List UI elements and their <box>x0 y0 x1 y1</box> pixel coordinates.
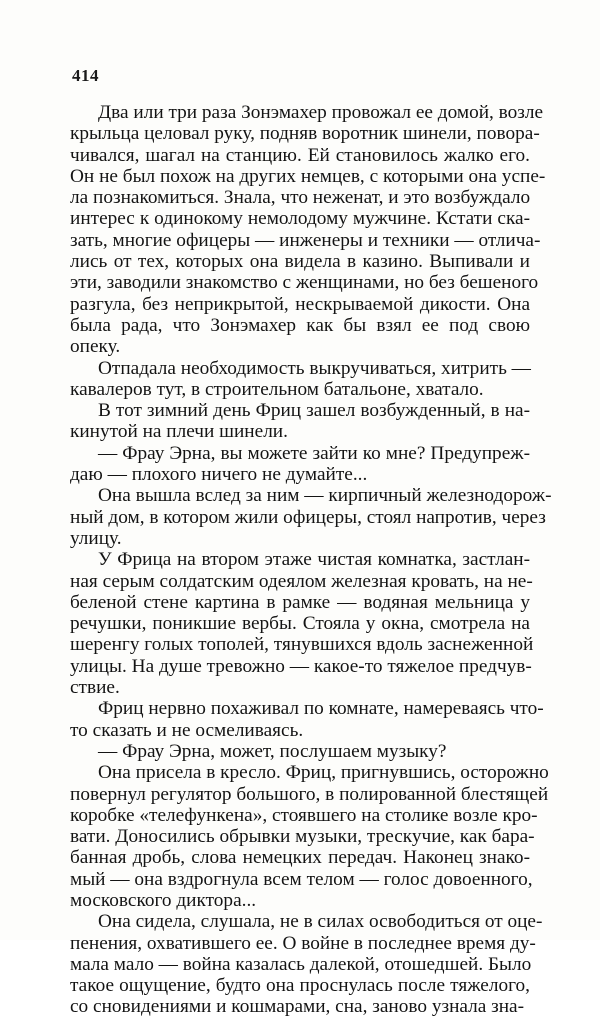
text-line: Она сидела, слушала, не в силах освободиться от оце- <box>98 911 543 933</box>
text-line: беленой стене картина в рамке — водяная мельница у <box>70 591 530 613</box>
text-line: вати. Доносились обрывки музыки, трескучие, как бара- <box>70 826 535 848</box>
text-line: кавалеров тут, в строительном батальоне, хватало. <box>70 378 484 400</box>
text-line: банная дробь, слова немецких передач. Наконец знако- <box>70 847 530 869</box>
text-line: даю — плохого ничего не думайте... <box>70 464 368 486</box>
text-line: повернул регулятор большого, в полированной блестящей <box>70 783 549 805</box>
text-line: У Фрица на втором этаже чистая комнатка, застлан- <box>98 549 530 571</box>
text-line: ный дом, в котором жили офицеры, стоял напротив, через <box>70 506 546 528</box>
text-line: Отпадала необходимость выкручиваться, хитрить — <box>98 357 531 379</box>
text-line: ствие. <box>70 677 120 699</box>
paragraph <box>70 549 534 699</box>
paragraph <box>70 762 549 911</box>
text-line: разгула, без неприкрытой, нескрываемой дикости. Она <box>70 293 530 315</box>
text-line: мала мало — война казалась далекой, отошедшей. Было <box>70 953 532 975</box>
text-line: зать, многие офицеры — инженеры и техники — отлича- <box>70 229 541 251</box>
text-line: пенения, охватившего ее. О войне в последнее время ду- <box>70 932 536 954</box>
text-line: — Фрау Эрна, может, послушаем музыку? <box>98 740 447 762</box>
text-line: московского диктора... <box>70 889 257 911</box>
paragraph <box>70 102 546 358</box>
paragraph <box>70 698 544 741</box>
text-line: коробке «телефункена», стоявшего на столике возле кро- <box>70 804 538 826</box>
text-line: мый — она вздрогнула всем телом — голос довоенного, <box>70 868 533 890</box>
paragraph <box>70 443 530 486</box>
text-line: Он не был похож на других немцев, с которыми она успе- <box>70 165 546 187</box>
text-line: со сновидениями и кошмарами, сна, заново узнала зна- <box>70 996 525 1018</box>
text-line: ная серым солдатским одеялом железная кровать, на не- <box>70 570 533 592</box>
text-line: речушки, поникшие вербы. Стояла у окна, смотрела на <box>70 613 530 635</box>
text-line: — Фрау Эрна, вы можете зайти ко мне? Предупреж- <box>98 442 530 464</box>
text-line: эти, заводили знакомство с женщинами, но без бешеного <box>70 272 539 294</box>
text-line: улицу. <box>70 527 122 549</box>
text-line: шеренгу голых тополей, тянувшихся вдоль заснеженной <box>70 634 534 656</box>
text-line: опеку. <box>70 336 121 358</box>
text-line: кинутой на плечи шинели. <box>70 421 288 443</box>
paragraph <box>70 911 543 1018</box>
paragraph <box>70 400 530 443</box>
text-line: Она вышла вслед за ним — кирпичный железнодорож- <box>98 485 552 507</box>
text-line: В тот зимний день Фриц зашел возбужденный, в на- <box>98 400 530 422</box>
text-line: чивался, шагал на станцию. Ей становилось жалко его. <box>70 144 530 166</box>
text-line: Фриц нервно похаживал по комнате, намереваясь что- <box>98 698 544 720</box>
text-line: Два или три раза Зонэмахер провожал ее домой, возле <box>98 102 544 123</box>
text-line: ла познакомиться. Знала, что неженат, и это возбуждало <box>70 187 531 209</box>
paragraph <box>70 485 552 549</box>
paragraph <box>70 741 530 762</box>
body-text <box>70 102 552 1018</box>
text-line: интерес к одинокому немолодому мужчине. Кстати ска- <box>70 208 530 230</box>
text-line: Она присела в кресло. Фриц, пригнувшись, осторожно <box>98 762 549 784</box>
text-line: то сказать и не осмеливаясь. <box>70 719 304 741</box>
text-line: была рада, что Зонэмахер как бы взял ее под свою <box>70 314 530 336</box>
text-line: лись от тех, которых она видела в казино. Выпивали и <box>70 251 530 273</box>
page-number: 414 <box>72 66 99 85</box>
paragraph <box>70 358 530 401</box>
text-line: крыльца целовал руку, подняв воротник шинели, повора- <box>70 123 540 145</box>
text-line: такое ощущение, будто она проснулась после тяжелого, <box>70 975 530 997</box>
text-line: улицы. На душе тревожно — какое-то тяжелое предчув- <box>70 655 532 677</box>
